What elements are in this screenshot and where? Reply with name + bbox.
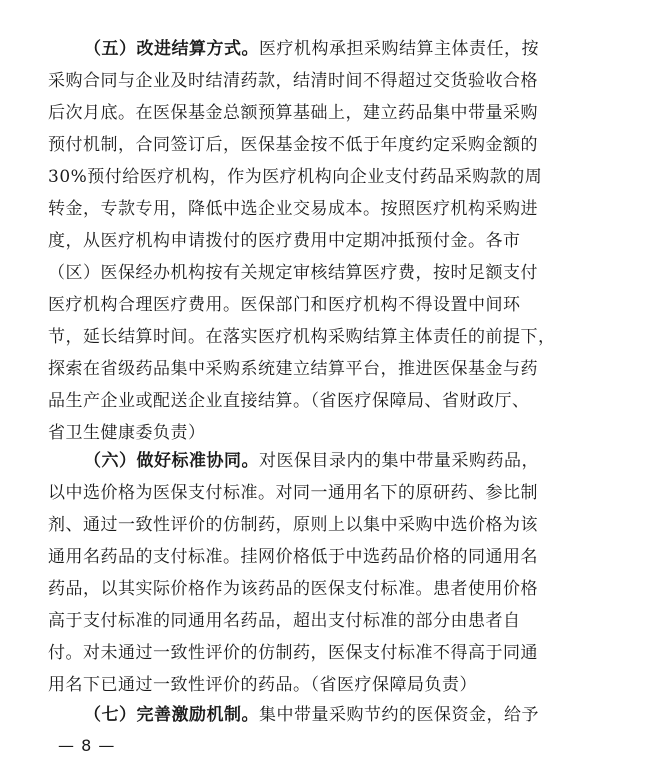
section-six-heading: （六）做好标准协同。 [84,451,259,471]
paragraph-line: 医疗机构承担采购结算主体责任，按 [259,39,539,59]
paragraph-line: （区）医保经办机构按有关规定审核结算医疗费，按时足额支付 [48,263,538,283]
paragraph-line: 付。对未通过一致性评价的仿制药，医保支付标准不得高于同通 [48,643,538,663]
paragraph-line: 省卫生健康委负责） [48,423,206,443]
paragraph-line: 集中带量采购节约的医保资金，给予 [259,705,539,725]
section-five [48,33,556,449]
paragraph-line: 度，从医疗机构申请拨付的医疗费用中定期冲抵预付金。各市 [48,231,521,251]
section-six [48,445,539,701]
section-six-first-line [48,445,539,477]
paragraph-line: 高于支付标准的同通用名药品，超出支付标准的部分由患者自 [48,611,521,631]
paragraph-line: 节，延长结算时间。在落实医疗机构采购结算主体责任的前提下， [48,327,556,347]
paragraph-line: 后次月底。在医保基金总额预算基础上，建立药品集中带量采购 [48,103,538,123]
paragraph-line: 转金，专款专用，降低中选企业交易成本。按照医疗机构采购进 [48,199,538,219]
section-five-heading: （五）改进结算方式。 [84,39,259,59]
paragraph-line: 剂、通过一致性评价的仿制药，原则上以集中采购中选价格为该 [48,515,538,535]
paragraph-line: 探索在省级药品集中采购系统建立结算平台，推进医保基金与药 [48,359,538,379]
paragraph-line: 采购合同与企业及时结清药款，结清时间不得超过交货验收合格 [48,71,538,91]
paragraph-line: 品生产企业或配送企业直接结算。（省医疗保障局、省财政厅、 [48,391,530,411]
section-seven [48,699,539,731]
page-number: — 8 — [58,736,116,755]
paragraph-line: 对医保目录内的集中带量采购药品， [259,451,539,471]
paragraph-line: 以中选价格为医保支付标准。对同一通用名下的原研药、参比制 [48,483,538,503]
paragraph-line: 医疗机构合理医疗费用。医保部门和医疗机构不得设置中间环 [48,295,521,315]
paragraph-line: 用名下已通过一致性评价的药品。（省医疗保障局负责） [48,675,477,695]
paragraph-line: 预付机制，合同签订后，医保基金按不低于年度约定采购金额的 [48,135,538,155]
paragraph-line: 通用名药品的支付标准。挂网价格低于中选药品价格的同通用名 [48,547,538,567]
section-five-first-line [48,33,539,65]
section-seven-heading: （七）完善激励机制。 [84,705,259,725]
section-seven-first-line [48,699,539,731]
paragraph-line: 药品，以其实际价格作为该药品的医保支付标准。患者使用价格 [48,579,538,599]
paragraph-line: 30%预付给医疗机构，作为医疗机构向企业支付药品采购款的周 [48,167,543,187]
